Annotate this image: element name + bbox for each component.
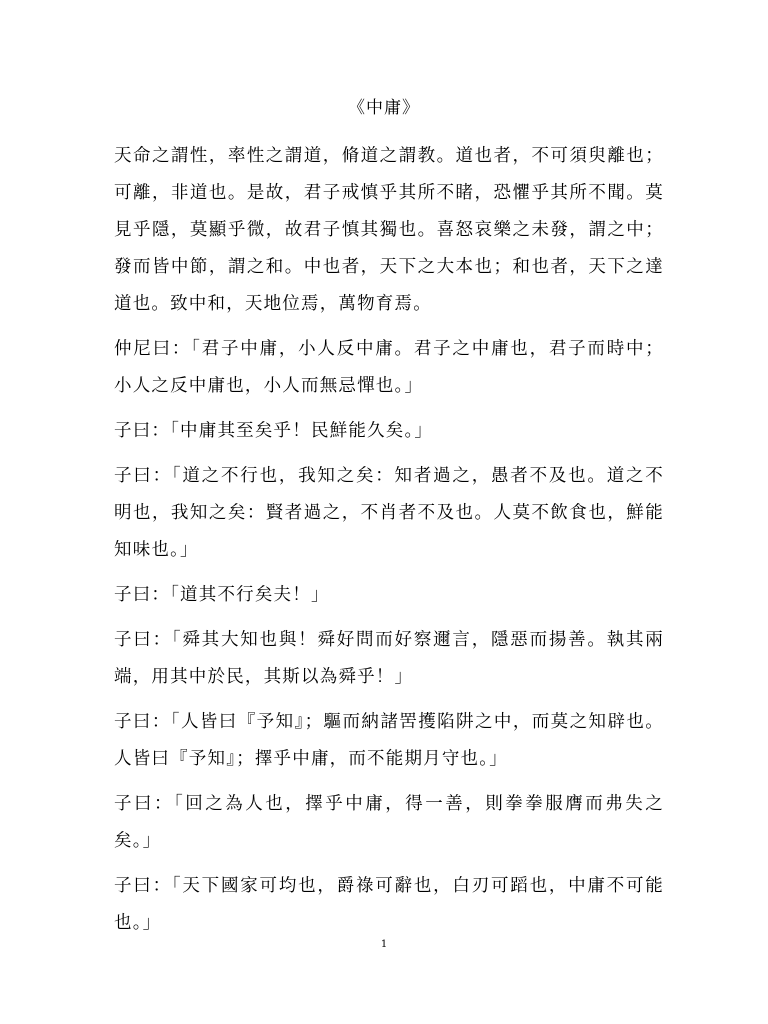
document-body	[114, 138, 664, 950]
document-title: 《中庸》	[348, 98, 420, 118]
paragraph-9: 子曰：「天下國家可均也，爵祿可辭也，白刃可蹈也，中庸不可能也。」	[114, 876, 664, 933]
paragraph-6: 子曰：「舜其大知也與！舜好問而好察邇言，隱惡而揚善。執其兩端，用其中於民，其斯以為舜乎！」	[114, 630, 664, 687]
paragraph-4: 子曰：「道之不行也，我知之矣：知者過之，愚者不及也。道之不明也，我知之矣：賢者過之，不肖者不及也。人莫不飲食也，鮮能知味也。」	[114, 466, 664, 560]
paragraph-7: 子曰：「人皆曰『予知』；驅而納諸罟擭陷阱之中，而莫之知辟也。人皆曰『予知』；擇乎中庸，而不能期月守也。」	[114, 712, 664, 769]
paragraph-1: 天命之謂性，率性之謂道，脩道之謂教。道也者，不可須臾離也；可離，非道也。是故，君子戒慎乎其所不睹，恐懼乎其所不聞。莫見乎隱，莫顯乎微，故君子慎其獨也。喜怒哀樂之未發，謂之中；發而皆中節，謂之和。中也者，天下之大本也；和也者，天下之達道也。致中和，天地位焉，萬物育焉。	[114, 146, 664, 314]
paragraph-2: 仲尼曰：「君子中庸，小人反中庸。君子之中庸也，君子而時中；小人之反中庸也，小人而無忌憚也。」	[114, 339, 664, 396]
paragraph-5: 子曰：「道其不行矣夫！」	[114, 585, 330, 605]
paragraph-3: 子曰：「中庸其至矣乎！民鮮能久矣。」	[114, 421, 434, 441]
paragraph-8: 子曰：「回之為人也，擇乎中庸，得一善，則拳拳服膺而弗失之矣。」	[114, 794, 664, 851]
page-number: 1	[380, 939, 388, 950]
